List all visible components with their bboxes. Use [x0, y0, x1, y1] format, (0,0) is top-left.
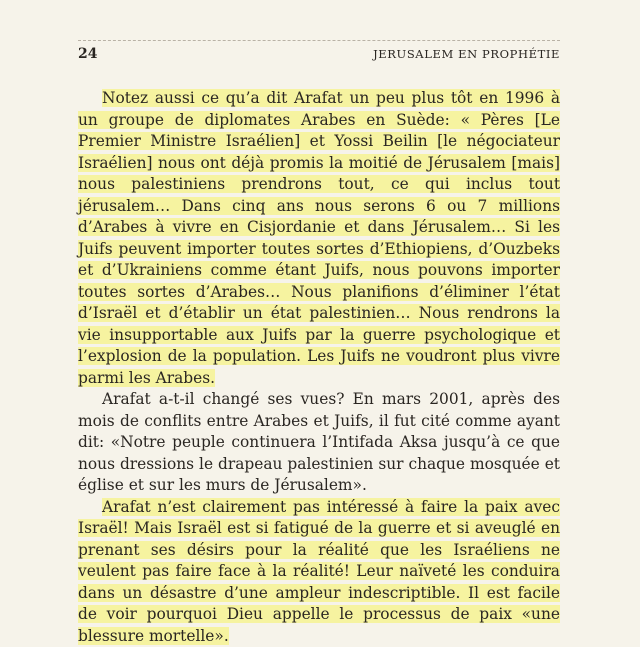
body-text	[78, 88, 560, 647]
highlighted-text: Notez aussi ce qu’a dit Arafat un peu plus tôt en 1996 à un groupe de diplomates Arabes en Suède: « Pères [Le Premier Ministre Israélien] et Yossi Beilin [le négociateur Israélien] nous ont déjà promis la moitié de Jérusalem [mais] nous palestiniens prendrons tout, ce qui inclus tout jérusalem… Dans cinq ans nous serons 6 ou 7 millions d’Arabes à vivre en Cisjordanie et dans Jérusalem… Si les Juifs peuvent importer toutes sortes d’Ethiopiens, d’Ouzbeks et d’Ukrainiens comme étant Juifs, nous pouvons importer toutes sortes d’Arabes… Nous planifions d’éliminer l’état d’Israël et d’établir un état palestinien… Nous rendrons la vie insupportable aux Juifs par la guerre psychologique et l’explosion de la population. Les Juifs ne voudront plus vivre parmi les Arabes.	[78, 89, 560, 387]
running-title: JERUSALEM EN PROPHÉTIE	[373, 47, 560, 61]
page-header	[78, 46, 560, 62]
header-rule	[78, 40, 560, 41]
highlighted-text: Arafat n’est clairement pas intéressé à faire la paix avec Israël! Mais Israël est si fatigué de la guerre et si aveuglé en prenant ses désirs pour la réalité que les Israéliens ne veulent pas faire face à la réalité! Leur naïveté les conduira dans un désastre d’une ampleur indescriptible. Il est facile de voir pourquoi Dieu appelle le processus de paix «une blessure mortelle».	[78, 498, 560, 645]
paragraph	[78, 497, 560, 647]
paragraph	[78, 389, 560, 497]
paragraph	[78, 88, 560, 389]
page-number: 24	[78, 46, 97, 62]
paragraph-text: Arafat a-t-il changé ses vues? En mars 2001, après des mois de conflits entre Arabes et Juifs, il fut cité comme ayant dit: «Notre peuple continuera l’Intifada Aksa jusqu’à ce que nous dressions le drapeau palestinien sur chaque mosquée et église et sur les murs de Jérusalem».	[78, 390, 560, 494]
